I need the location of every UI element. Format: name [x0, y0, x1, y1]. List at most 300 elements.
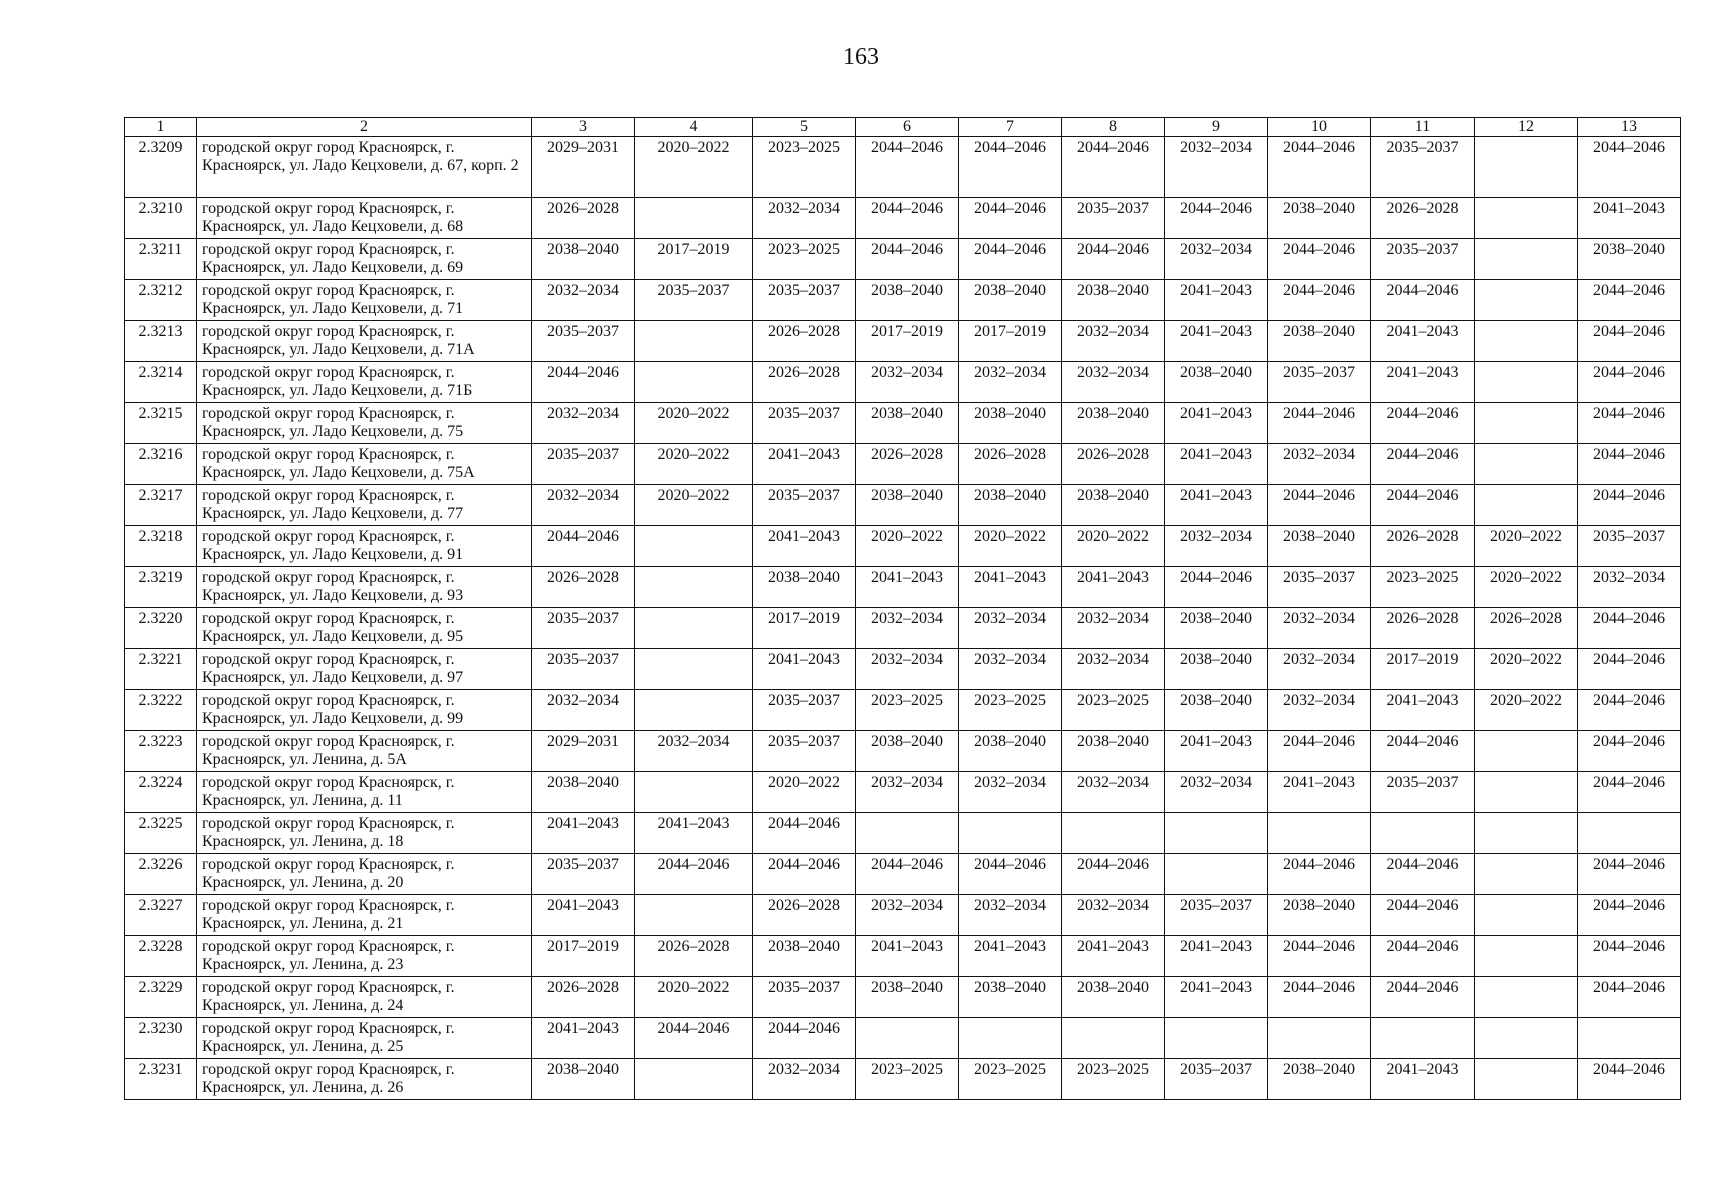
period-cell: 2041–2043: [1165, 321, 1268, 362]
period-cell: 2044–2046: [1371, 731, 1475, 772]
period-cell: 2044–2046: [959, 198, 1062, 239]
table-row: [125, 977, 1681, 1018]
period-cell: 2026–2028: [532, 198, 635, 239]
table-row: [125, 608, 1681, 649]
period-cell: [635, 321, 753, 362]
row-number: 2.3223: [125, 731, 197, 772]
period-cell: 2026–2028: [1371, 198, 1475, 239]
period-cell: 2017–2019: [532, 936, 635, 977]
period-cell: 2044–2046: [856, 239, 959, 280]
table-row: [125, 239, 1681, 280]
period-cell: 2026–2028: [1062, 444, 1165, 485]
period-cell: [1371, 813, 1475, 854]
period-cell: 2029–2031: [532, 137, 635, 198]
row-number: 2.3219: [125, 567, 197, 608]
period-cell: 2038–2040: [1165, 690, 1268, 731]
period-cell: 2020–2022: [1475, 526, 1578, 567]
period-cell: [1475, 895, 1578, 936]
period-cell: [1475, 198, 1578, 239]
row-number: 2.3212: [125, 280, 197, 321]
period-cell: 2044–2046: [635, 854, 753, 895]
period-cell: 2044–2046: [1062, 854, 1165, 895]
period-cell: 2026–2028: [856, 444, 959, 485]
period-cell: [635, 1059, 753, 1100]
period-cell: 2041–2043: [1165, 485, 1268, 526]
period-cell: 2032–2034: [1062, 772, 1165, 813]
period-cell: 2032–2034: [1062, 649, 1165, 690]
period-cell: 2044–2046: [1578, 772, 1681, 813]
column-header: 2: [197, 118, 532, 137]
period-cell: [1475, 444, 1578, 485]
period-cell: 2038–2040: [753, 936, 856, 977]
period-cell: 2032–2034: [753, 198, 856, 239]
period-cell: 2041–2043: [1371, 1059, 1475, 1100]
period-cell: 2023–2025: [856, 1059, 959, 1100]
period-cell: 2044–2046: [959, 137, 1062, 198]
period-cell: 2044–2046: [1062, 239, 1165, 280]
table-row: [125, 690, 1681, 731]
period-cell: 2035–2037: [532, 649, 635, 690]
row-number: 2.3226: [125, 854, 197, 895]
period-cell: 2032–2034: [1062, 321, 1165, 362]
period-cell: 2032–2034: [635, 731, 753, 772]
period-cell: 2038–2040: [1062, 977, 1165, 1018]
period-cell: 2044–2046: [1268, 239, 1371, 280]
period-cell: 2044–2046: [1578, 362, 1681, 403]
period-cell: 2032–2034: [1165, 239, 1268, 280]
period-cell: 2044–2046: [753, 854, 856, 895]
period-cell: 2023–2025: [1371, 567, 1475, 608]
table-row: [125, 444, 1681, 485]
period-cell: 2035–2037: [635, 280, 753, 321]
table-row: [125, 198, 1681, 239]
table-row: [125, 280, 1681, 321]
period-cell: 2044–2046: [959, 854, 1062, 895]
period-cell: 2023–2025: [1062, 1059, 1165, 1100]
period-cell: 2041–2043: [532, 813, 635, 854]
period-cell: 2032–2034: [959, 895, 1062, 936]
period-cell: 2038–2040: [1268, 895, 1371, 936]
period-cell: 2035–2037: [1371, 772, 1475, 813]
period-cell: 2020–2022: [1475, 567, 1578, 608]
row-number: 2.3225: [125, 813, 197, 854]
column-header: 13: [1578, 118, 1681, 137]
period-cell: 2035–2037: [753, 403, 856, 444]
table-row: [125, 137, 1681, 198]
period-cell: [1475, 936, 1578, 977]
row-number: 2.3220: [125, 608, 197, 649]
address-cell: городской округ город Красноярск, г. Красноярск, ул. Ленина, д. 20: [197, 854, 532, 895]
period-cell: 2026–2028: [959, 444, 1062, 485]
row-number: 2.3224: [125, 772, 197, 813]
period-cell: 2038–2040: [1578, 239, 1681, 280]
period-cell: 2038–2040: [856, 731, 959, 772]
period-cell: 2026–2028: [1371, 608, 1475, 649]
period-cell: [1578, 1018, 1681, 1059]
period-cell: 2032–2034: [856, 608, 959, 649]
period-cell: 2032–2034: [959, 772, 1062, 813]
period-cell: [1475, 137, 1578, 198]
row-number: 2.3211: [125, 239, 197, 280]
period-cell: [635, 772, 753, 813]
period-cell: 2035–2037: [532, 608, 635, 649]
period-cell: 2041–2043: [1165, 731, 1268, 772]
period-cell: 2044–2046: [1371, 280, 1475, 321]
table-row: [125, 403, 1681, 444]
period-cell: 2017–2019: [1371, 649, 1475, 690]
period-cell: 2035–2037: [532, 854, 635, 895]
column-header: 3: [532, 118, 635, 137]
period-cell: 2038–2040: [856, 280, 959, 321]
period-cell: 2044–2046: [1371, 485, 1475, 526]
period-cell: 2032–2034: [959, 649, 1062, 690]
address-cell: городской округ город Красноярск, г. Красноярск, ул. Ладо Кецховели, д. 93: [197, 567, 532, 608]
period-cell: 2038–2040: [959, 403, 1062, 444]
table-row: [125, 362, 1681, 403]
period-cell: [635, 895, 753, 936]
address-cell: городской округ город Красноярск, г. Красноярск, ул. Ленина, д. 24: [197, 977, 532, 1018]
period-cell: 2032–2034: [959, 608, 1062, 649]
period-cell: [1475, 362, 1578, 403]
period-cell: [1475, 485, 1578, 526]
period-cell: 2032–2034: [1578, 567, 1681, 608]
period-cell: 2044–2046: [1165, 198, 1268, 239]
period-cell: 2032–2034: [1268, 608, 1371, 649]
period-cell: 2044–2046: [532, 526, 635, 567]
column-header: 7: [959, 118, 1062, 137]
period-cell: 2032–2034: [856, 772, 959, 813]
period-cell: 2044–2046: [1268, 936, 1371, 977]
period-cell: 2038–2040: [959, 280, 1062, 321]
period-cell: 2032–2034: [1165, 772, 1268, 813]
period-cell: 2035–2037: [1062, 198, 1165, 239]
address-cell: городской округ город Красноярск, г. Красноярск, ул. Ленина, д. 21: [197, 895, 532, 936]
period-cell: 2038–2040: [532, 239, 635, 280]
table-row: [125, 526, 1681, 567]
column-header: 4: [635, 118, 753, 137]
period-cell: 2035–2037: [753, 731, 856, 772]
period-cell: 2035–2037: [1268, 362, 1371, 403]
period-cell: [1062, 813, 1165, 854]
period-cell: [635, 649, 753, 690]
row-number: 2.3222: [125, 690, 197, 731]
period-cell: 2035–2037: [1371, 137, 1475, 198]
period-cell: [1578, 813, 1681, 854]
period-cell: 2041–2043: [1062, 567, 1165, 608]
row-number: 2.3221: [125, 649, 197, 690]
row-number: 2.3229: [125, 977, 197, 1018]
period-cell: 2044–2046: [1268, 137, 1371, 198]
period-cell: [1062, 1018, 1165, 1059]
period-cell: 2020–2022: [856, 526, 959, 567]
period-cell: 2032–2034: [532, 485, 635, 526]
period-cell: 2017–2019: [959, 321, 1062, 362]
period-cell: 2044–2046: [856, 137, 959, 198]
period-cell: [1475, 977, 1578, 1018]
period-cell: 2044–2046: [753, 813, 856, 854]
period-cell: 2041–2043: [1062, 936, 1165, 977]
period-cell: 2035–2037: [753, 280, 856, 321]
column-header: 8: [1062, 118, 1165, 137]
period-cell: 2041–2043: [1165, 280, 1268, 321]
period-cell: [1475, 403, 1578, 444]
period-cell: 2044–2046: [753, 1018, 856, 1059]
period-cell: 2023–2025: [856, 690, 959, 731]
row-number: 2.3227: [125, 895, 197, 936]
address-cell: городской округ город Красноярск, г. Красноярск, ул. Ладо Кецховели, д. 75А: [197, 444, 532, 485]
table-row: [125, 772, 1681, 813]
period-cell: 2023–2025: [753, 137, 856, 198]
period-cell: 2044–2046: [1371, 936, 1475, 977]
period-cell: 2041–2043: [856, 567, 959, 608]
period-cell: 2017–2019: [856, 321, 959, 362]
period-cell: 2032–2034: [959, 362, 1062, 403]
row-number: 2.3215: [125, 403, 197, 444]
period-cell: [1475, 854, 1578, 895]
period-cell: 2041–2043: [1578, 198, 1681, 239]
period-cell: 2041–2043: [959, 936, 1062, 977]
address-cell: городской округ город Красноярск, г. Красноярск, ул. Ленина, д. 23: [197, 936, 532, 977]
period-cell: 2020–2022: [1062, 526, 1165, 567]
column-header: 5: [753, 118, 856, 137]
address-cell: городской округ город Красноярск, г. Красноярск, ул. Ладо Кецховели, д. 69: [197, 239, 532, 280]
period-cell: 2038–2040: [532, 1059, 635, 1100]
period-cell: 2038–2040: [959, 731, 1062, 772]
period-cell: 2038–2040: [1165, 362, 1268, 403]
period-cell: [1165, 813, 1268, 854]
period-cell: 2035–2037: [753, 485, 856, 526]
address-cell: городской округ город Красноярск, г. Красноярск, ул. Ленина, д. 25: [197, 1018, 532, 1059]
period-cell: 2035–2037: [1371, 239, 1475, 280]
row-number: 2.3218: [125, 526, 197, 567]
period-cell: 2020–2022: [1475, 690, 1578, 731]
period-cell: 2035–2037: [1165, 1059, 1268, 1100]
column-header: 10: [1268, 118, 1371, 137]
column-header: 12: [1475, 118, 1578, 137]
column-header: 9: [1165, 118, 1268, 137]
period-cell: 2044–2046: [1578, 731, 1681, 772]
period-cell: 2032–2034: [1062, 362, 1165, 403]
period-cell: 2044–2046: [1578, 280, 1681, 321]
period-cell: 2044–2046: [1578, 895, 1681, 936]
period-cell: 2041–2043: [1371, 690, 1475, 731]
period-cell: 2032–2034: [1165, 526, 1268, 567]
period-cell: 2032–2034: [856, 649, 959, 690]
period-cell: 2044–2046: [1578, 608, 1681, 649]
period-cell: 2032–2034: [753, 1059, 856, 1100]
address-cell: городской округ город Красноярск, г. Красноярск, ул. Ленина, д. 11: [197, 772, 532, 813]
period-cell: 2044–2046: [1268, 280, 1371, 321]
period-cell: 2026–2028: [1371, 526, 1475, 567]
address-cell: городской округ город Красноярск, г. Красноярск, ул. Ладо Кецховели, д. 71А: [197, 321, 532, 362]
period-cell: 2044–2046: [856, 198, 959, 239]
period-cell: 2032–2034: [532, 280, 635, 321]
period-cell: 2041–2043: [959, 567, 1062, 608]
period-cell: 2023–2025: [959, 1059, 1062, 1100]
period-cell: 2041–2043: [532, 1018, 635, 1059]
period-cell: 2032–2034: [1062, 608, 1165, 649]
table-row: [125, 895, 1681, 936]
period-cell: 2032–2034: [1165, 137, 1268, 198]
period-cell: 2044–2046: [1578, 649, 1681, 690]
period-cell: 2032–2034: [532, 403, 635, 444]
row-number: 2.3214: [125, 362, 197, 403]
period-cell: 2041–2043: [1371, 321, 1475, 362]
header-row: [125, 118, 1681, 137]
period-cell: [856, 813, 959, 854]
period-cell: 2035–2037: [532, 444, 635, 485]
table-row: [125, 936, 1681, 977]
row-number: 2.3216: [125, 444, 197, 485]
period-cell: 2032–2034: [1268, 649, 1371, 690]
period-cell: [1475, 280, 1578, 321]
period-cell: 2041–2043: [753, 444, 856, 485]
period-cell: 2044–2046: [1062, 137, 1165, 198]
period-cell: [959, 813, 1062, 854]
period-cell: 2044–2046: [1371, 895, 1475, 936]
period-cell: 2044–2046: [635, 1018, 753, 1059]
period-cell: 2038–2040: [753, 567, 856, 608]
period-cell: 2044–2046: [1268, 854, 1371, 895]
period-cell: 2044–2046: [1268, 403, 1371, 444]
period-cell: 2038–2040: [532, 772, 635, 813]
period-cell: [635, 567, 753, 608]
table-row: [125, 813, 1681, 854]
address-cell: городской округ город Красноярск, г. Красноярск, ул. Ладо Кецховели, д. 71Б: [197, 362, 532, 403]
table-row: [125, 854, 1681, 895]
period-cell: 2035–2037: [753, 690, 856, 731]
period-cell: 2044–2046: [1578, 444, 1681, 485]
period-cell: 2023–2025: [753, 239, 856, 280]
period-cell: 2026–2028: [532, 977, 635, 1018]
address-cell: городской округ город Красноярск, г. Красноярск, ул. Ленина, д. 5А: [197, 731, 532, 772]
period-cell: 2032–2034: [856, 362, 959, 403]
period-cell: 2020–2022: [1475, 649, 1578, 690]
address-cell: городской округ город Красноярск, г. Красноярск, ул. Ладо Кецховели, д. 77: [197, 485, 532, 526]
period-cell: 2032–2034: [1268, 690, 1371, 731]
period-cell: [635, 198, 753, 239]
period-cell: 2044–2046: [1371, 403, 1475, 444]
period-cell: 2041–2043: [1165, 936, 1268, 977]
period-cell: 2044–2046: [1268, 977, 1371, 1018]
row-number: 2.3210: [125, 198, 197, 239]
row-number: 2.3209: [125, 137, 197, 198]
period-cell: 2029–2031: [532, 731, 635, 772]
period-cell: [1475, 731, 1578, 772]
period-cell: 2032–2034: [532, 690, 635, 731]
period-cell: 2044–2046: [1578, 403, 1681, 444]
period-cell: [635, 690, 753, 731]
period-cell: 2044–2046: [1578, 936, 1681, 977]
period-cell: [635, 362, 753, 403]
period-cell: 2044–2046: [1578, 690, 1681, 731]
period-cell: [1165, 854, 1268, 895]
row-number: 2.3231: [125, 1059, 197, 1100]
period-cell: 2026–2028: [753, 362, 856, 403]
period-cell: 2044–2046: [1578, 321, 1681, 362]
period-cell: 2041–2043: [1165, 444, 1268, 485]
period-cell: 2038–2040: [959, 485, 1062, 526]
period-cell: 2044–2046: [1578, 854, 1681, 895]
period-cell: [1475, 1018, 1578, 1059]
period-cell: 2041–2043: [1268, 772, 1371, 813]
period-cell: 2032–2034: [1062, 895, 1165, 936]
period-cell: [1475, 321, 1578, 362]
period-cell: [1475, 239, 1578, 280]
period-cell: 2038–2040: [856, 977, 959, 1018]
period-cell: 2026–2028: [1475, 608, 1578, 649]
period-cell: [1268, 813, 1371, 854]
page-number: 163: [843, 44, 879, 70]
period-cell: 2041–2043: [635, 813, 753, 854]
period-cell: 2038–2040: [1062, 280, 1165, 321]
period-cell: [1475, 1059, 1578, 1100]
period-cell: 2041–2043: [532, 895, 635, 936]
period-cell: 2020–2022: [635, 444, 753, 485]
period-cell: 2044–2046: [1578, 137, 1681, 198]
period-cell: [635, 608, 753, 649]
period-cell: 2038–2040: [1268, 526, 1371, 567]
address-cell: городской округ город Красноярск, г. Красноярск, ул. Ладо Кецховели, д. 95: [197, 608, 532, 649]
period-cell: 2038–2040: [856, 485, 959, 526]
row-number: 2.3213: [125, 321, 197, 362]
period-cell: 2035–2037: [1578, 526, 1681, 567]
period-cell: 2017–2019: [635, 239, 753, 280]
table-row: [125, 1018, 1681, 1059]
period-cell: 2041–2043: [753, 649, 856, 690]
period-cell: 2038–2040: [1062, 731, 1165, 772]
period-cell: 2044–2046: [1165, 567, 1268, 608]
period-cell: 2038–2040: [1062, 403, 1165, 444]
period-cell: 2035–2037: [532, 321, 635, 362]
period-cell: 2044–2046: [1578, 485, 1681, 526]
address-cell: городской округ город Красноярск, г. Красноярск, ул. Ладо Кецховели, д. 68: [197, 198, 532, 239]
period-cell: 2044–2046: [1268, 485, 1371, 526]
period-cell: 2020–2022: [753, 772, 856, 813]
period-cell: 2038–2040: [1268, 321, 1371, 362]
period-cell: 2041–2043: [1371, 362, 1475, 403]
period-cell: 2038–2040: [1062, 485, 1165, 526]
column-header: 6: [856, 118, 959, 137]
period-cell: 2032–2034: [856, 895, 959, 936]
period-cell: 2020–2022: [635, 137, 753, 198]
table-row: [125, 731, 1681, 772]
table-row: [125, 1059, 1681, 1100]
address-cell: городской округ город Красноярск, г. Красноярск, ул. Ладо Кецховели, д. 99: [197, 690, 532, 731]
address-cell: городской округ город Красноярск, г. Красноярск, ул. Ладо Кецховели, д. 91: [197, 526, 532, 567]
period-cell: 2038–2040: [856, 403, 959, 444]
period-cell: 2044–2046: [1371, 444, 1475, 485]
period-cell: 2041–2043: [856, 936, 959, 977]
table-row: [125, 321, 1681, 362]
period-cell: 2044–2046: [1578, 1059, 1681, 1100]
period-cell: 2020–2022: [635, 977, 753, 1018]
period-cell: 2044–2046: [532, 362, 635, 403]
period-cell: [1475, 813, 1578, 854]
period-cell: 2041–2043: [1165, 977, 1268, 1018]
column-header: 11: [1371, 118, 1475, 137]
period-cell: 2038–2040: [959, 977, 1062, 1018]
row-number: 2.3217: [125, 485, 197, 526]
period-cell: 2038–2040: [1165, 649, 1268, 690]
address-cell: городской округ город Красноярск, г. Красноярск, ул. Ленина, д. 18: [197, 813, 532, 854]
period-cell: [635, 526, 753, 567]
period-cell: 2044–2046: [856, 854, 959, 895]
column-header: 1: [125, 118, 197, 137]
period-cell: 2020–2022: [635, 403, 753, 444]
period-cell: 2044–2046: [1371, 854, 1475, 895]
period-cell: [1371, 1018, 1475, 1059]
